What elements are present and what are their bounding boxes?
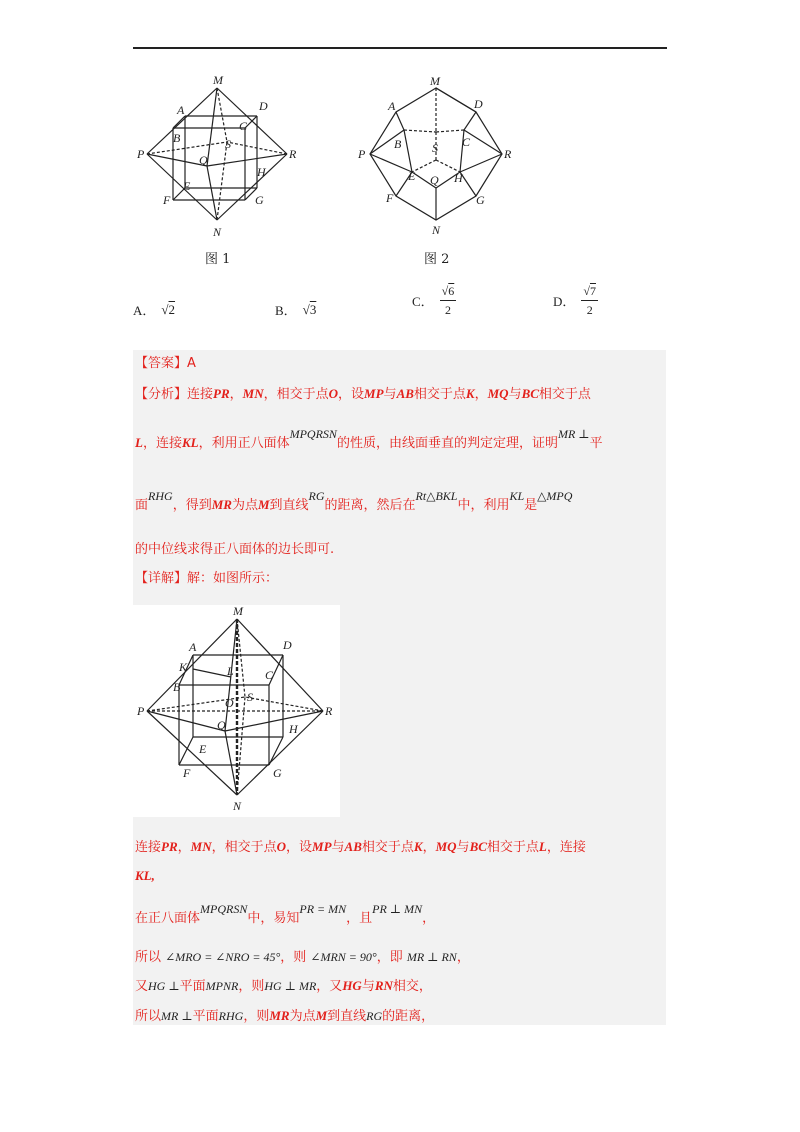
fig1-label-N: N bbox=[213, 225, 222, 239]
top-rule bbox=[133, 47, 667, 49]
figure-1-caption: 图 1 bbox=[205, 252, 231, 267]
fig1-label-R: R bbox=[289, 147, 297, 161]
fig3-label-H: H bbox=[289, 722, 298, 736]
detail-line: 【详解】解：如图所示： bbox=[135, 571, 279, 586]
fig1-label-E: E bbox=[183, 179, 191, 193]
figure-1 bbox=[135, 72, 305, 242]
answer-line bbox=[135, 355, 196, 373]
option-b-letter: B． bbox=[275, 303, 297, 318]
fig2-label-M: M bbox=[430, 76, 440, 88]
fig2-label-A: A bbox=[388, 99, 396, 113]
fig3-label-N: N bbox=[233, 799, 242, 813]
detail-tag: 【详解】 bbox=[135, 571, 188, 586]
body-line-1b: KL, bbox=[135, 868, 155, 883]
analysis-tag: 【分析】 bbox=[135, 387, 188, 402]
fig3-label-C: C bbox=[265, 668, 274, 682]
body-line-3: 所以 ∠MRO = ∠NRO = 45°，则 ∠MRN = 90°，即 MR ⊥ RN， bbox=[135, 950, 470, 965]
fig3-label-Q: Q bbox=[217, 718, 226, 732]
analysis-line-2: L，连接KL，利用正八面体MPQRSN的性质，由线面垂直的判定定理，证明MR ⊥平 bbox=[135, 427, 603, 451]
option-d bbox=[553, 285, 598, 316]
fig2-label-Q: Q bbox=[430, 173, 439, 187]
fig3-label-A: A bbox=[189, 640, 197, 654]
fig3-label-M: M bbox=[233, 605, 243, 618]
fig1-label-H: H bbox=[257, 165, 266, 179]
fig1-label-C: C bbox=[239, 119, 248, 133]
fig3-label-P: P bbox=[137, 704, 145, 718]
fig3-label-G: G bbox=[273, 766, 282, 780]
option-a-letter: A． bbox=[133, 303, 156, 318]
option-c bbox=[412, 285, 456, 316]
fig2-label-H: H bbox=[454, 171, 463, 185]
body-line-1: 连接PR，MN，相交于点O，设MP与AB相交于点K，MQ与BC相交于点L，连接 bbox=[135, 839, 586, 855]
option-b-value: √3 bbox=[302, 301, 317, 317]
figure-2-caption: 图 2 bbox=[424, 252, 450, 267]
fig2-label-D: D bbox=[474, 97, 483, 111]
fig2-label-E: E bbox=[408, 169, 416, 183]
analysis-line-3: 面RHG，得到MR为点M到直线RG的距离，然后在Rt△BKL中，利用KL是△MPQ bbox=[135, 489, 573, 513]
fig1-label-A: A bbox=[177, 103, 185, 117]
option-a-value: √2 bbox=[161, 301, 176, 317]
fig3-label-D: D bbox=[283, 638, 292, 652]
analysis-line-4: 的中位线求得正八面体的边长即可. bbox=[135, 542, 335, 557]
figure-3-drawing bbox=[133, 605, 340, 817]
fig3-label-R: R bbox=[325, 704, 333, 718]
fig1-label-P: P bbox=[137, 147, 145, 161]
fig2-label-G: G bbox=[476, 193, 485, 207]
option-d-value: $\frac{√7}{2}$ bbox=[583, 284, 596, 317]
fig1-label-S: S bbox=[225, 137, 231, 151]
analysis-line-1: 【分析】连接PR，MN，相交于点O，设MP与AB相交于点K，MQ与BC相交于点 bbox=[135, 386, 591, 402]
fig3-label-S: S bbox=[247, 690, 253, 704]
figure-2 bbox=[352, 76, 522, 246]
option-c-value: $\frac{√6}{2}$ bbox=[441, 284, 455, 317]
body-line-2: 在正八面体MPQRSN中，易知PR = MN，且PR ⊥ MN， bbox=[135, 902, 436, 926]
fig3-label-L: L bbox=[227, 664, 234, 678]
body-line-4: 又HG ⊥平面MPNR，则HG ⊥ MR，又HG与RN相交， bbox=[135, 978, 432, 994]
figure-1-drawing bbox=[135, 72, 305, 242]
answer-tag: 【答案】 bbox=[135, 356, 188, 371]
figure-2-drawing bbox=[352, 76, 522, 246]
figure-3 bbox=[133, 605, 340, 817]
fig2-label-F: F bbox=[386, 191, 394, 205]
fig1-label-D: D bbox=[259, 99, 268, 113]
fig3-label-F: F bbox=[183, 766, 191, 780]
option-c-letter: C． bbox=[412, 294, 434, 309]
option-b bbox=[275, 300, 316, 319]
answer-value: A bbox=[187, 356, 196, 371]
fig3-label-K: K bbox=[179, 660, 188, 674]
fig3-label-B: B bbox=[173, 680, 181, 694]
fig2-label-C: C bbox=[462, 135, 471, 149]
fig2-label-P: P bbox=[358, 147, 366, 161]
fig1-label-F: F bbox=[163, 193, 171, 207]
fig2-label-N: N bbox=[432, 223, 441, 237]
fig1-label-M: M bbox=[213, 73, 223, 87]
fig2-label-S: S bbox=[432, 141, 438, 155]
fig2-label-R: R bbox=[504, 147, 512, 161]
fig1-label-G: G bbox=[255, 193, 264, 207]
option-a bbox=[133, 300, 175, 319]
fig3-label-O: O bbox=[225, 696, 234, 710]
option-d-letter: D． bbox=[553, 294, 576, 309]
fig1-label-Q: Q bbox=[199, 153, 208, 167]
body-line-5: 所以MR ⊥平面RHG，则MR为点M到直线RG的距离， bbox=[135, 1008, 435, 1024]
fig3-label-E: E bbox=[199, 742, 207, 756]
fig2-label-B: B bbox=[394, 137, 402, 151]
fig1-label-B: B bbox=[173, 131, 181, 145]
